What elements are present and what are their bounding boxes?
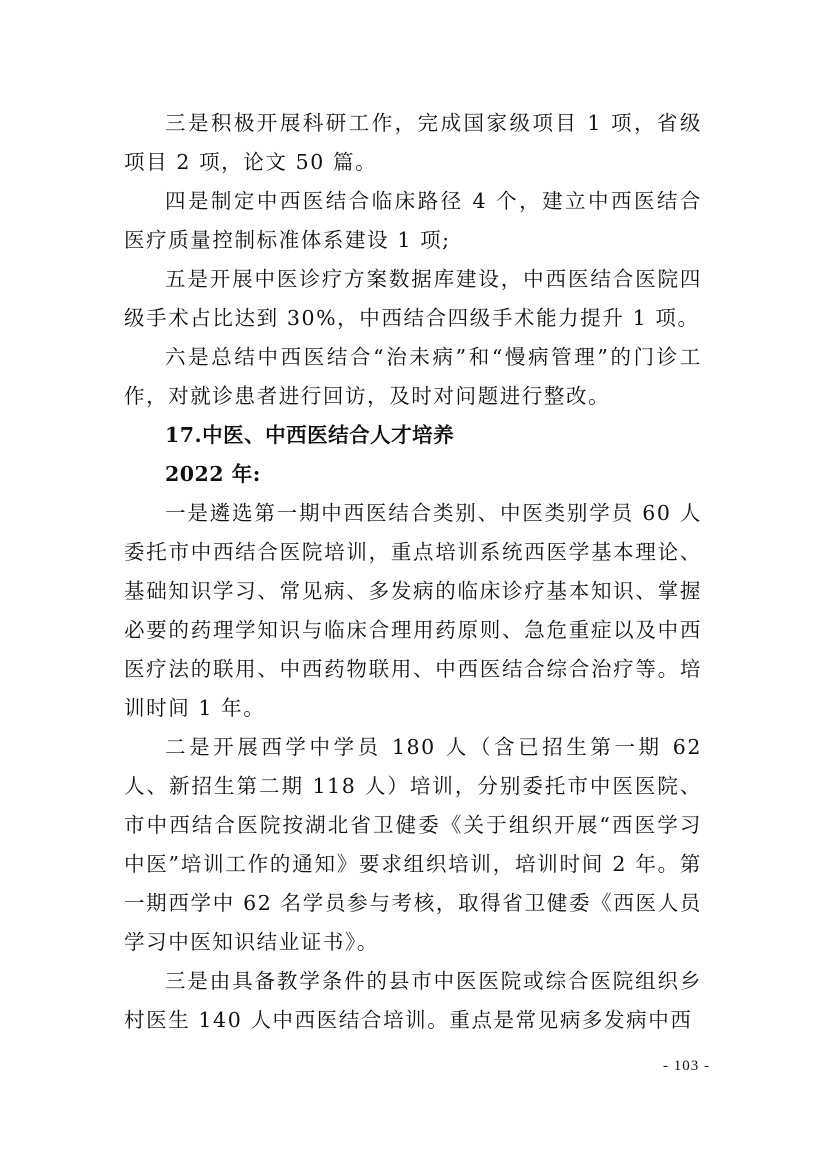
section-heading: 17.中医、中西医结合人才培养 bbox=[165, 423, 455, 447]
paragraph-research: 三是积极开展科研工作，完成国家级项目 1 项，省级项目 2 项，论文 50 篇。 bbox=[124, 111, 702, 174]
paragraph-clinical-path: 四是制定中西医结合临床路径 4 个，建立中西医结合医疗质量控制标准体系建设 1 项; bbox=[124, 189, 702, 252]
year-heading: 2022 年: bbox=[165, 462, 261, 486]
paragraph-training-third: 三是由具备教学条件的县市中医医院或综合医院组织乡村医生 140 人中西医结合培训。重点是常见病多发病中西 bbox=[124, 969, 702, 1032]
paragraph-training-first: 一是遴选第一期中西医结合类别、中医类别学员 60 人委托市中西结合医院培训，重点培训系统西医学基本理论、基础知识学习、常见病、多发病的临床诊疗基本知识、掌握必要的药理学知识与临床合理用药原则、急危重症以及中西医疗法的联用、中西药物联用、中西医结合综合治疗等。培训时间 1 年。 bbox=[124, 501, 702, 720]
paragraph-summary: 六是总结中西医结合“治未病”和“慢病管理”的门诊工作，对就诊患者进行回访，及时对问题进行整改。 bbox=[124, 345, 702, 408]
paragraph-training-second: 二是开展西学中学员 180 人（含已招生第一期 62 人、新招生第二期 118 人）培训，分别委托市中医医院、市中西结合医院按湖北省卫健委《关于组织开展“西医学习中医”培训工作的通知》要求组织培训，培训时间 2 年。第一期西学中 62 名学员参与考核，取得省卫健委《西医人员学习中医知识结业证书》。 bbox=[124, 735, 702, 954]
page-number: - 103 - bbox=[663, 1058, 710, 1074]
paragraph-database: 五是开展中医诊疗方案数据库建设，中西医结合医院四级手术占比达到 30%，中西结合四级手术能力提升 1 项。 bbox=[124, 267, 702, 330]
document-body bbox=[124, 104, 702, 1040]
